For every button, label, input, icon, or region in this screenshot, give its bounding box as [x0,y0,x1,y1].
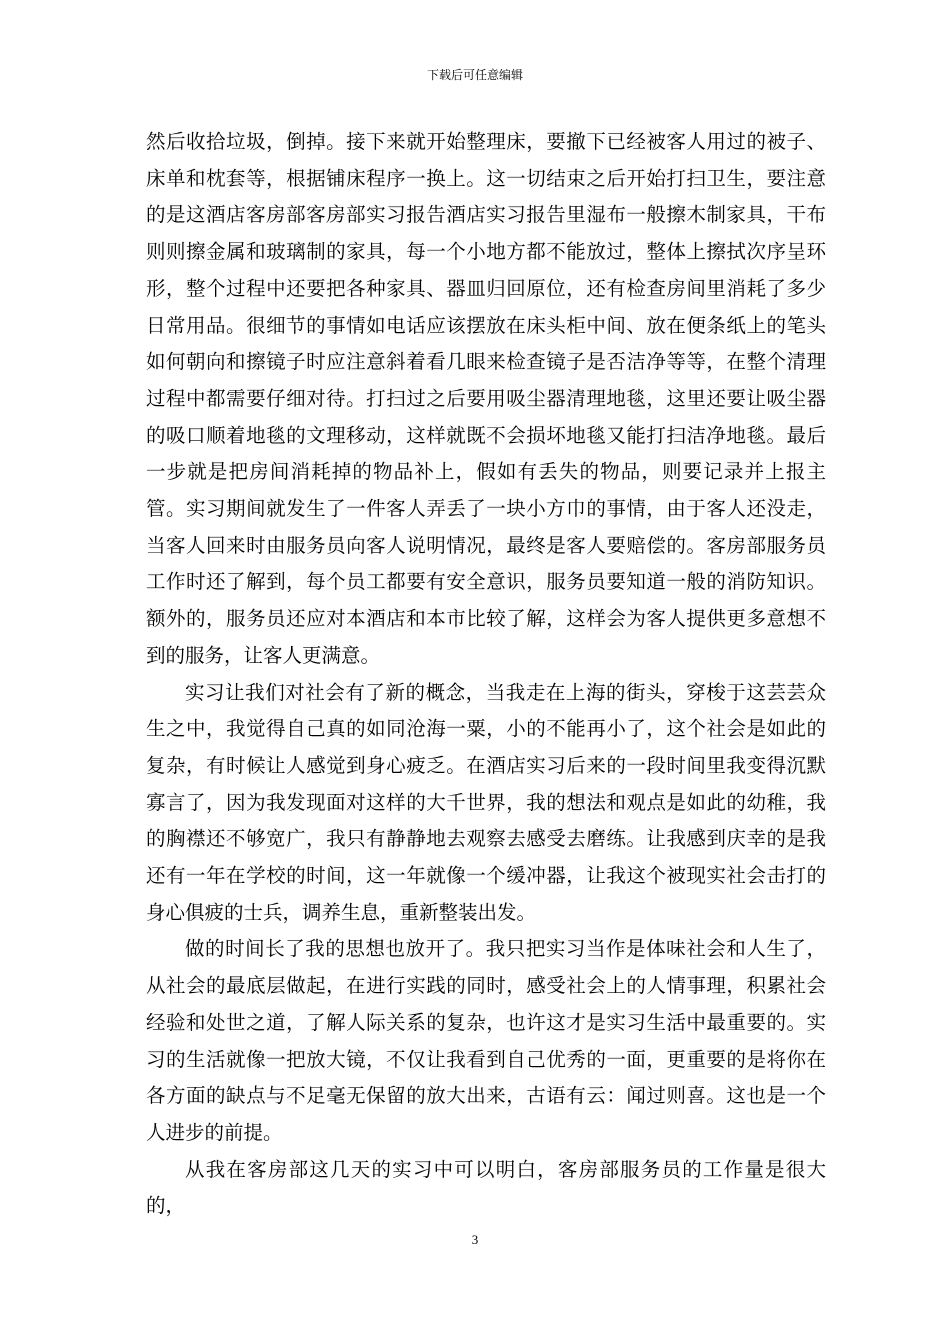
paragraph-thoughts-opened: 做的时间长了我的思想也放开了。我只把实习当作是体味社会和人生了，从社会的最底层做起，在进行实践的同时，感受社会上的人情事理，积累社会经验和处世之道，了解人际关系的复杂，也许这才是实习生活中最重要的。实习的生活就像一把放大镜，不仅让我看到自己优秀的一面，更重要的是将你在各方面的缺点与不足毫无保留的放大出来，古语有云：闻过则喜。这也是一个人进步的前提。 [146,937,826,1144]
paragraph-internship-society: 实习让我们对社会有了新的概念，当我走在上海的街头，穿梭于这芸芸众生之中，我觉得自己真的如同沧海一粟，小的不能再小了，这个社会是如此的复杂，有时候让人感觉到身心疲乏。在酒店实习后来的一段时间里我变得沉默寡言了，因为我发现面对这样的大千世界，我的想法和观点是如此的幼稚，我的胸襟还不够宽广，我只有静静地去观察去感受去磨练。让我感到庆幸的是我还有一年在学校的时间，这一年就像一个缓冲器，让我这个被现实社会击打的身心俱疲的士兵，调养生息，重新整装出发。 [146,680,826,924]
paragraph-workload: 从我在客房部这几天的实习中可以明白，客房部服务员的工作量是很大的， [146,1157,826,1218]
page-header: 下载后可任意编辑 [426,68,523,82]
page-number: 3 [471,1232,479,1247]
paragraph-continuation: 然后收拾垃圾，倒掉。接下来就开始整理床，要撤下已经被客人用过的被子、床单和枕套等，根据铺床程序一换上。这一切结束之后开始打扫卫生，要注意的是这酒店客房部客房部实习报告酒店实习报告里湿布一般擦木制家具，干布则则擦金属和玻璃制的家具，每一个小地方都不能放过，整体上擦拭次序呈环形，整个过程中还要把各种家具、器皿归回原位，还有检查房间里消耗了多少日常用品。很细节的事情如电话应该摆放在床头柜中间、放在便条纸上的笔头如何朝向和擦镜子时应注意斜着看几眼来检查镜子是否洁净等等，在整个清理过程中都需要仔细对待。打扫过之后要用吸尘器清理地毯，这里还要让吸尘器的吸口顺着地毯的文理移动，这样就既不会损坏地毯又能打扫洁净地毯。最后一步就是把房间消耗掉的物品补上，假如有丢失的物品，则要记录并上报主管。实习期间就发生了一件客人弄丢了一块小方巾的事情，由于客人还没走，当客人回来时由服务员向客人说明情况，最终是客人要赔偿的。客房部服务员工作时还了解到，每个员工都要有安全意识，服务员要知道一般的消防知识。额外的，服务员还应对本酒店和本市比较了解，这样会为客人提供更多意想不到的服务，让客人更满意。 [146,130,826,667]
document-body [146,124,826,1225]
